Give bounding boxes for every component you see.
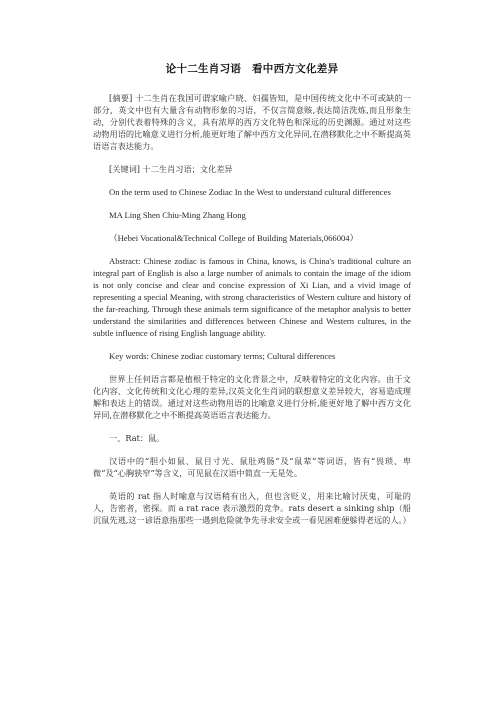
english-abstract: Abstract: Chinese zodiac is famous in China, knows, is China's traditional culture an integral part of English is also a large number of animals to contain the image of the idiom is not only concise and clear and concise expression of Xi Lian, and a vivid image of representing a special Meaning, with strong characteristics of Western culture and history of the far-reaching. Through these animals term significance of the metaphor analysis to better understand the similarities and differences between Chinese and Western cultures, in the subtle influence of rising English language ability. (93, 256, 411, 338)
paper-title: 论十二生肖习语 看中西方文化差异 (165, 63, 339, 75)
english-keywords: Key words: Chinese zodiac customary terms; Cultural differences (109, 351, 336, 361)
chinese-keywords: [关键词] 十二生肖习语；文化差异 (109, 164, 233, 174)
chinese-abstract: [摘要] 十二生肖在我国可谓家喻户晓、妇孺皆知，是中国传统文化中不可或缺的一部分，英文中也有大量含有动物形象的习语，不仅言简意赅,表达简洁洗炼,而且形象生动，分别代表着特殊的含义，具有浓厚的西方文化特色和深远的历史渊源。通过对这些动物用语的比喻意义进行分析,能更好地了解中西方文化异同,在潜移默化之中不断提高英语语言表达能力。 (93, 93, 411, 151)
section-heading-rat: 一、Rat：鼠。 (109, 433, 165, 443)
intro-paragraph: 世界上任何语言都是植根于特定的文化背景之中，反映着特定的文化内容。由于文化内容、文化传统和文化心理的差异,汉英文化生肖词的联想意义差异较大，容易造成理解和表达上的错误。通过对这些动物用语的比喻意义进行分析,能更好地了解中西方文化异同,在潜移默化之中不断提高英语语言表达能力。 (93, 374, 411, 420)
english-title: On the term used to Chinese Zodiac In the West to understand cultural differences (109, 187, 391, 197)
english-affiliation: （Hebei Vocational&Technical College of Building Materials,066004） (109, 233, 359, 243)
section-rat-paragraph-2: 英语的 rat 指人时喻意与汉语稍有出入，但也含贬义，用来比喻讨厌鬼，可耻的人，告密者，密探。而 a rat race 表示激烈的竞争。rats desert a sinking ship（船沉鼠先逃,这一谚语意指那些一遇到危险就争先寻求安全或一看见困难便躲得老远的人。） (93, 491, 411, 525)
paper-body (93, 62, 411, 537)
english-authors: MA Ling Shen Chiu-Ming Zhang Hong (109, 210, 246, 220)
section-rat-paragraph-1: 汉语中的“胆小如鼠、鼠目寸光、鼠肚鸡肠”及“鼠辈”等词语，皆有“畏琐、卑微”及“心胸狭窄”等含义，可见鼠在汉语中简直一无是处。 (93, 456, 411, 478)
